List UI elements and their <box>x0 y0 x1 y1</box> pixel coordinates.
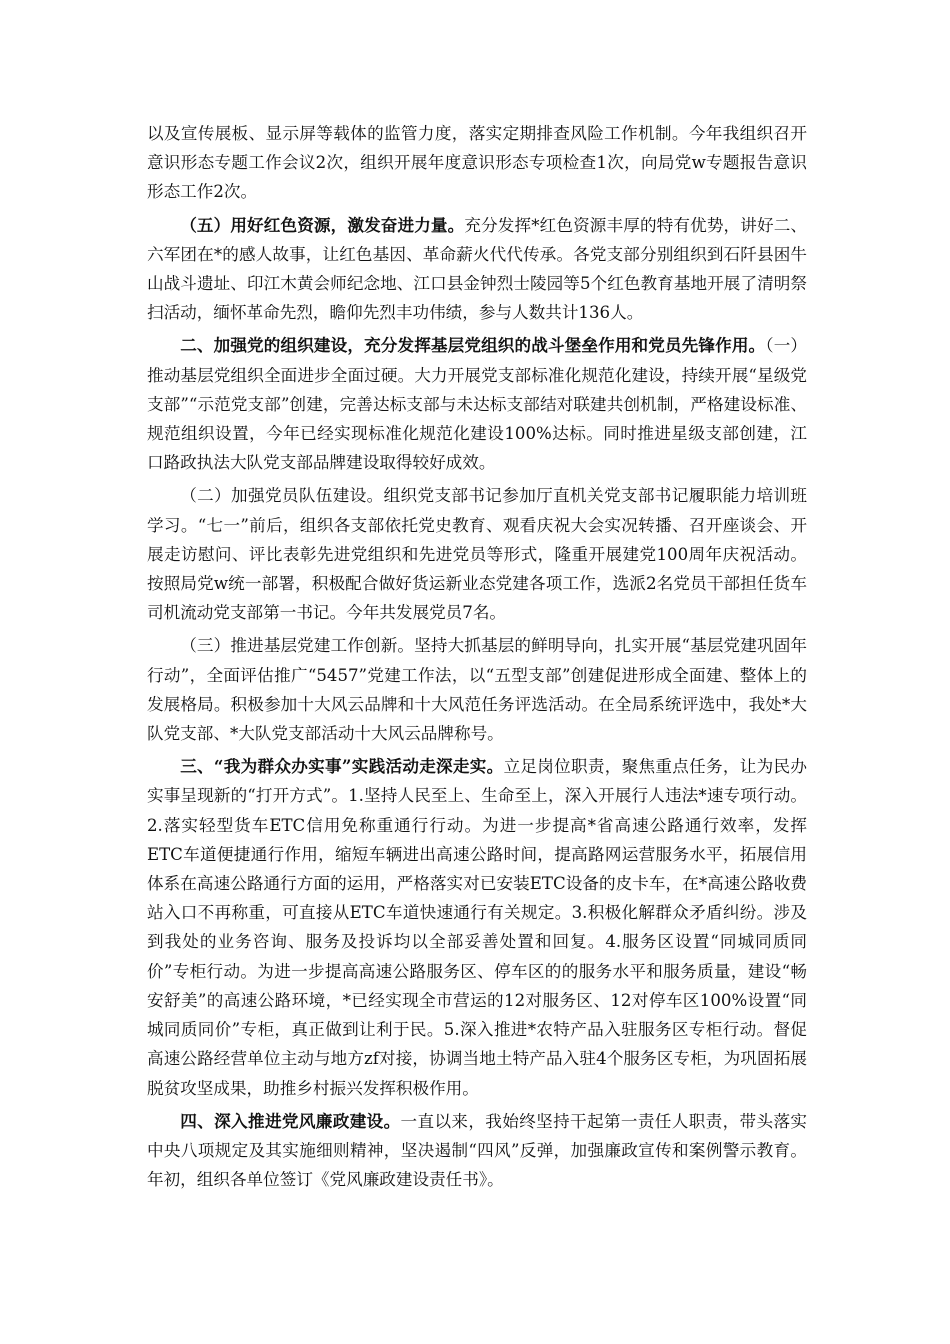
section-heading: 二、加强党的组织建设，充分发挥基层党组织的战斗堡垒作用和党员先锋作用。 <box>180 335 766 356</box>
paragraph-ideology-continuation <box>147 119 807 207</box>
section-heading: 三、“我为群众办实事”实践活动走深走实。 <box>180 756 504 777</box>
paragraph-text: 一直以来，我始终坚持干起第一责任人职责，带头落实中央八项规定及其实施细则精神，坚决遏制“四风”反弹，加强廉政宣传和案例警示教育。年初，组织各单位签订《党风廉政建设责任书》。 <box>147 1111 808 1190</box>
paragraph-practical-service <box>147 752 807 1102</box>
paragraph-red-resources <box>147 211 807 328</box>
paragraph-text: 以及宣传展板、显示屏等载体的监管力度，落实定期排查风险工作机制。今年我组织召开意识形态专题工作会议2次，组织开展年度意识形态专项检查1次，向局党w专题报告意识形态工作2次。 <box>147 124 807 202</box>
paragraph-organization-building <box>147 331 807 477</box>
paragraph-text: （一）推动基层党组织全面进步全面过硬。大力开展党支部标准化规范化建设，持续开展“星级党支部”“示范党支部”创建，完善达标支部与未达标支部结对联建共创机制，严格建设标准、规范组织设置，今年已经实现标准化规范化建设100%达标。同时推进星级支部创建，江口路政执法大队党支部品牌建设取得较好成效。 <box>147 336 808 473</box>
paragraph-innovation <box>147 631 807 748</box>
section-heading: 四、深入推进党风廉政建设。 <box>180 1110 401 1131</box>
paragraph-text: 充分发挥*红色资源丰厚的特有优势，讲好二、六军团在*的感人故事，让红色基因、革命薪火代代传承。各党支部分别组织到石阡县困牛山战斗遗址、印江木黄会师纪念地、江口县金钟烈士陵园等5个红色教育基地开展了清明祭扫活动，缅怀革命先烈，瞻仰先烈丰功伟绩，参与人数共计136人。 <box>147 215 808 323</box>
paragraph-integrity <box>147 1107 807 1195</box>
paragraph-text: （二）加强党员队伍建设。组织党支部书记参加厅直机关党支部书记履职能力培训班学习。“七一”前后，组织各支部依托党史教育、观看庆祝大会实况转播、召开座谈会、开展走访慰问、评比表彰先进党组织和先进党员等形式，隆重开展建党100周年庆祝活动。按照局党w统一部署，积极配合做好货运新业态党建各项工作，选派2名党员干部担任货车司机流动党支部第一书记。今年共发展党员7名。 <box>147 486 807 623</box>
paragraph-text: 立足岗位职责，聚焦重点任务，让为民办实事呈现新的“打开方式”。1.坚持人民至上、生命至上，深入开展行人违法*速专项行动。2.落实轻型货车ETC信用免称重通行行动。为进一步提高*省高速公路通行效率，发挥ETC车道便捷通行作用，缩短车辆进出高速公路时间，提高路网运营服务水平，拓展信用体系在高速公路通行方面的运用，严格落实对已安装ETC设备的皮卡车，在*高速公路收费站入口不再称重，可直接从ETC车道快速通行有关规定。3.积极化解群众矛盾纠纷。涉及到我处的业务咨询、服务及投诉均以全部妥善处置和回复。4.服务区设置“同城同质同价”专柜行动。为进一步提高高速公路服务区、停车区的的服务水平和服务质量，建设“畅安舒美”的高速公路环境，*已经实现全市营运的12对服务区、12对停车区100%设置“同城同质同价”专柜，真正做到让利于民。5.深入推进*农特产品入驻服务区专柜行动。督促高速公路经营单位主动与地方zf对接，协调当地土特产品入驻4个服务区专柜，为巩固拓展脱贫攻坚成果，助推乡村振兴发挥积极作用。 <box>147 757 808 1098</box>
document-body <box>147 119 807 1198</box>
paragraph-member-team <box>147 481 807 627</box>
section-heading: （五）用好红色资源，激发奋进力量。 <box>180 214 465 235</box>
paragraph-text: （三）推进基层党建工作创新。坚持大抓基层的鲜明导向，扎实开展“基层党建巩固年行动”，全面评估推广“5457”党建工作法，以“五型支部”创建促进形成全面建、整体上的发展格局。积极参加十大风云品牌和十大风范任务评选活动。在全局系统评选中，我处*大队党支部、*大队党支部活动十大风云品牌称号。 <box>147 636 807 744</box>
